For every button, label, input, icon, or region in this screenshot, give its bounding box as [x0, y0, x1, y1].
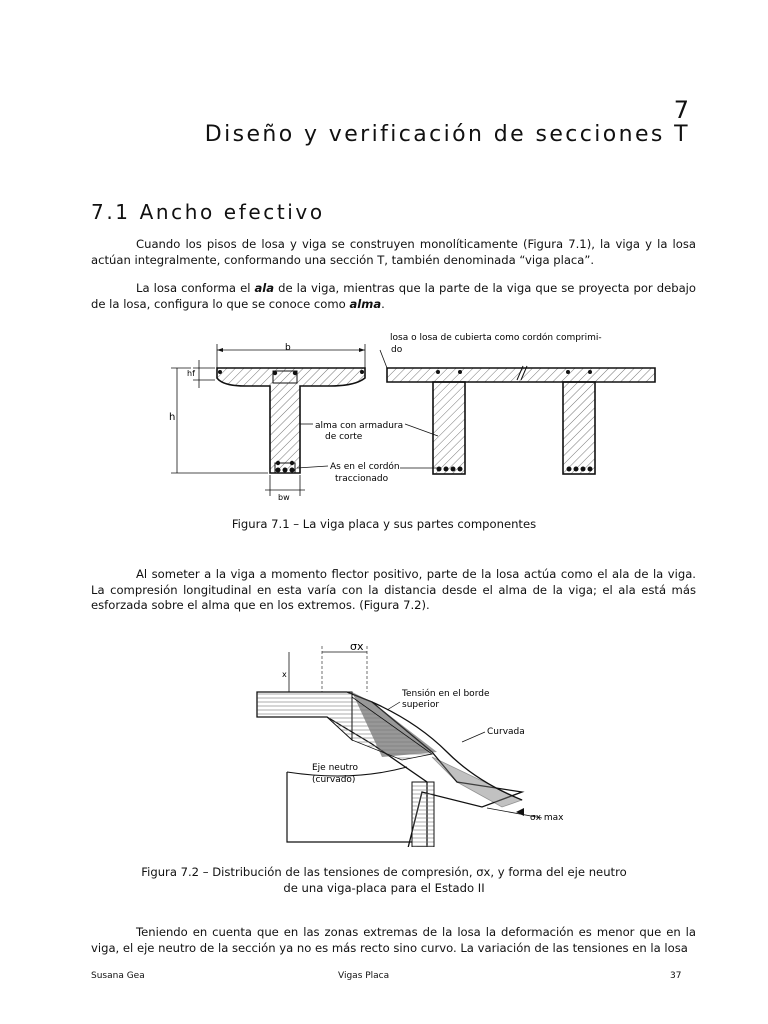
paragraph-1-text: Cuando los pisos de losa y viga se construyen monolíticamente (Figura 7.1), la viga y la losa actúan integralmente, conformando una sección T, también denominada “viga placa”. — [91, 237, 696, 267]
paragraph-2-text-a: La losa conforma el — [136, 281, 255, 295]
label-sigma-x: σx — [350, 640, 364, 653]
chapter-title: Diseño y verificación de secciones T — [204, 122, 690, 147]
label-eje-2: (curvado) — [312, 775, 356, 785]
paragraph-3 — [91, 567, 696, 614]
footer-page-number: 37 — [670, 971, 682, 981]
figure-7-2-caption-2: de una viga-placa para el Estado II — [283, 881, 485, 895]
footer-author: Susana Gea — [91, 971, 145, 981]
term-alma: alma — [349, 296, 382, 311]
section-title: 7.1 Ancho efectivo — [91, 200, 325, 224]
label-tension-2: superior — [402, 700, 440, 710]
figure-7-1-caption: Figura 7.1 – La viga placa y sus partes componentes — [231, 517, 537, 531]
label-as-1: As en el cordón — [330, 462, 400, 472]
footer-title: Vigas Placa — [338, 971, 390, 981]
t-beam-3d — [257, 692, 542, 847]
paragraph-4-text: Teniendo en cuenta que en las zonas extremas de la losa la deformación es menor que en la viga, el eje neutro de la sección ya no es más recto sino curvo. La variación de las tensiones en la losa — [91, 925, 696, 955]
dim-h-label: h — [169, 412, 176, 423]
paragraph-1 — [91, 237, 696, 268]
chapter-number: 7 — [673, 96, 690, 124]
label-alma-1: alma con armadura — [315, 421, 404, 431]
label-eje-1: Eje neutro — [312, 763, 359, 773]
term-ala: ala — [254, 281, 275, 295]
label-curvada: Curvada — [487, 727, 525, 737]
paragraph-4 — [91, 925, 696, 956]
figure-7-2 — [232, 632, 592, 847]
paragraph-2-text-e: . — [381, 296, 385, 311]
dim-b-label: b — [285, 343, 291, 353]
paragraph-2 — [91, 281, 696, 312]
label-losa-2: do — [391, 345, 403, 355]
dim-hf-label: hf — [187, 369, 195, 378]
label-losa-1: losa o losa de cubierta como cordón comprimi- — [390, 333, 602, 343]
label-as-2: traccionado — [335, 474, 389, 484]
label-x: x — [282, 670, 287, 679]
figure-7-1 — [165, 328, 665, 506]
label-tension-1: Tensión en el borde — [402, 689, 490, 699]
paragraph-3-text: Al someter a la viga a momento flector positivo, parte de la losa actúa como el ala de la viga. La compresión longitudinal en esta varía con la distancia desde el alma de la viga; el ala está más esforzada sobre el alma que en los extremos. (Figura 7.2). — [91, 567, 696, 612]
dim-bw-label: bw — [278, 493, 290, 502]
continuous-slab — [380, 350, 655, 474]
paragraph-2-text-c: de la viga, mientras que la parte de la viga que se proyecta por debajo de la losa, configura lo que se conoce como — [91, 281, 696, 311]
label-alma-2: de corte — [325, 432, 363, 442]
label-sigma-max: σx max — [530, 813, 564, 823]
figure-7-2-caption-1: Figura 7.2 – Distribución de las tensiones de compresión, σx, y forma del eje neutro — [141, 865, 627, 879]
